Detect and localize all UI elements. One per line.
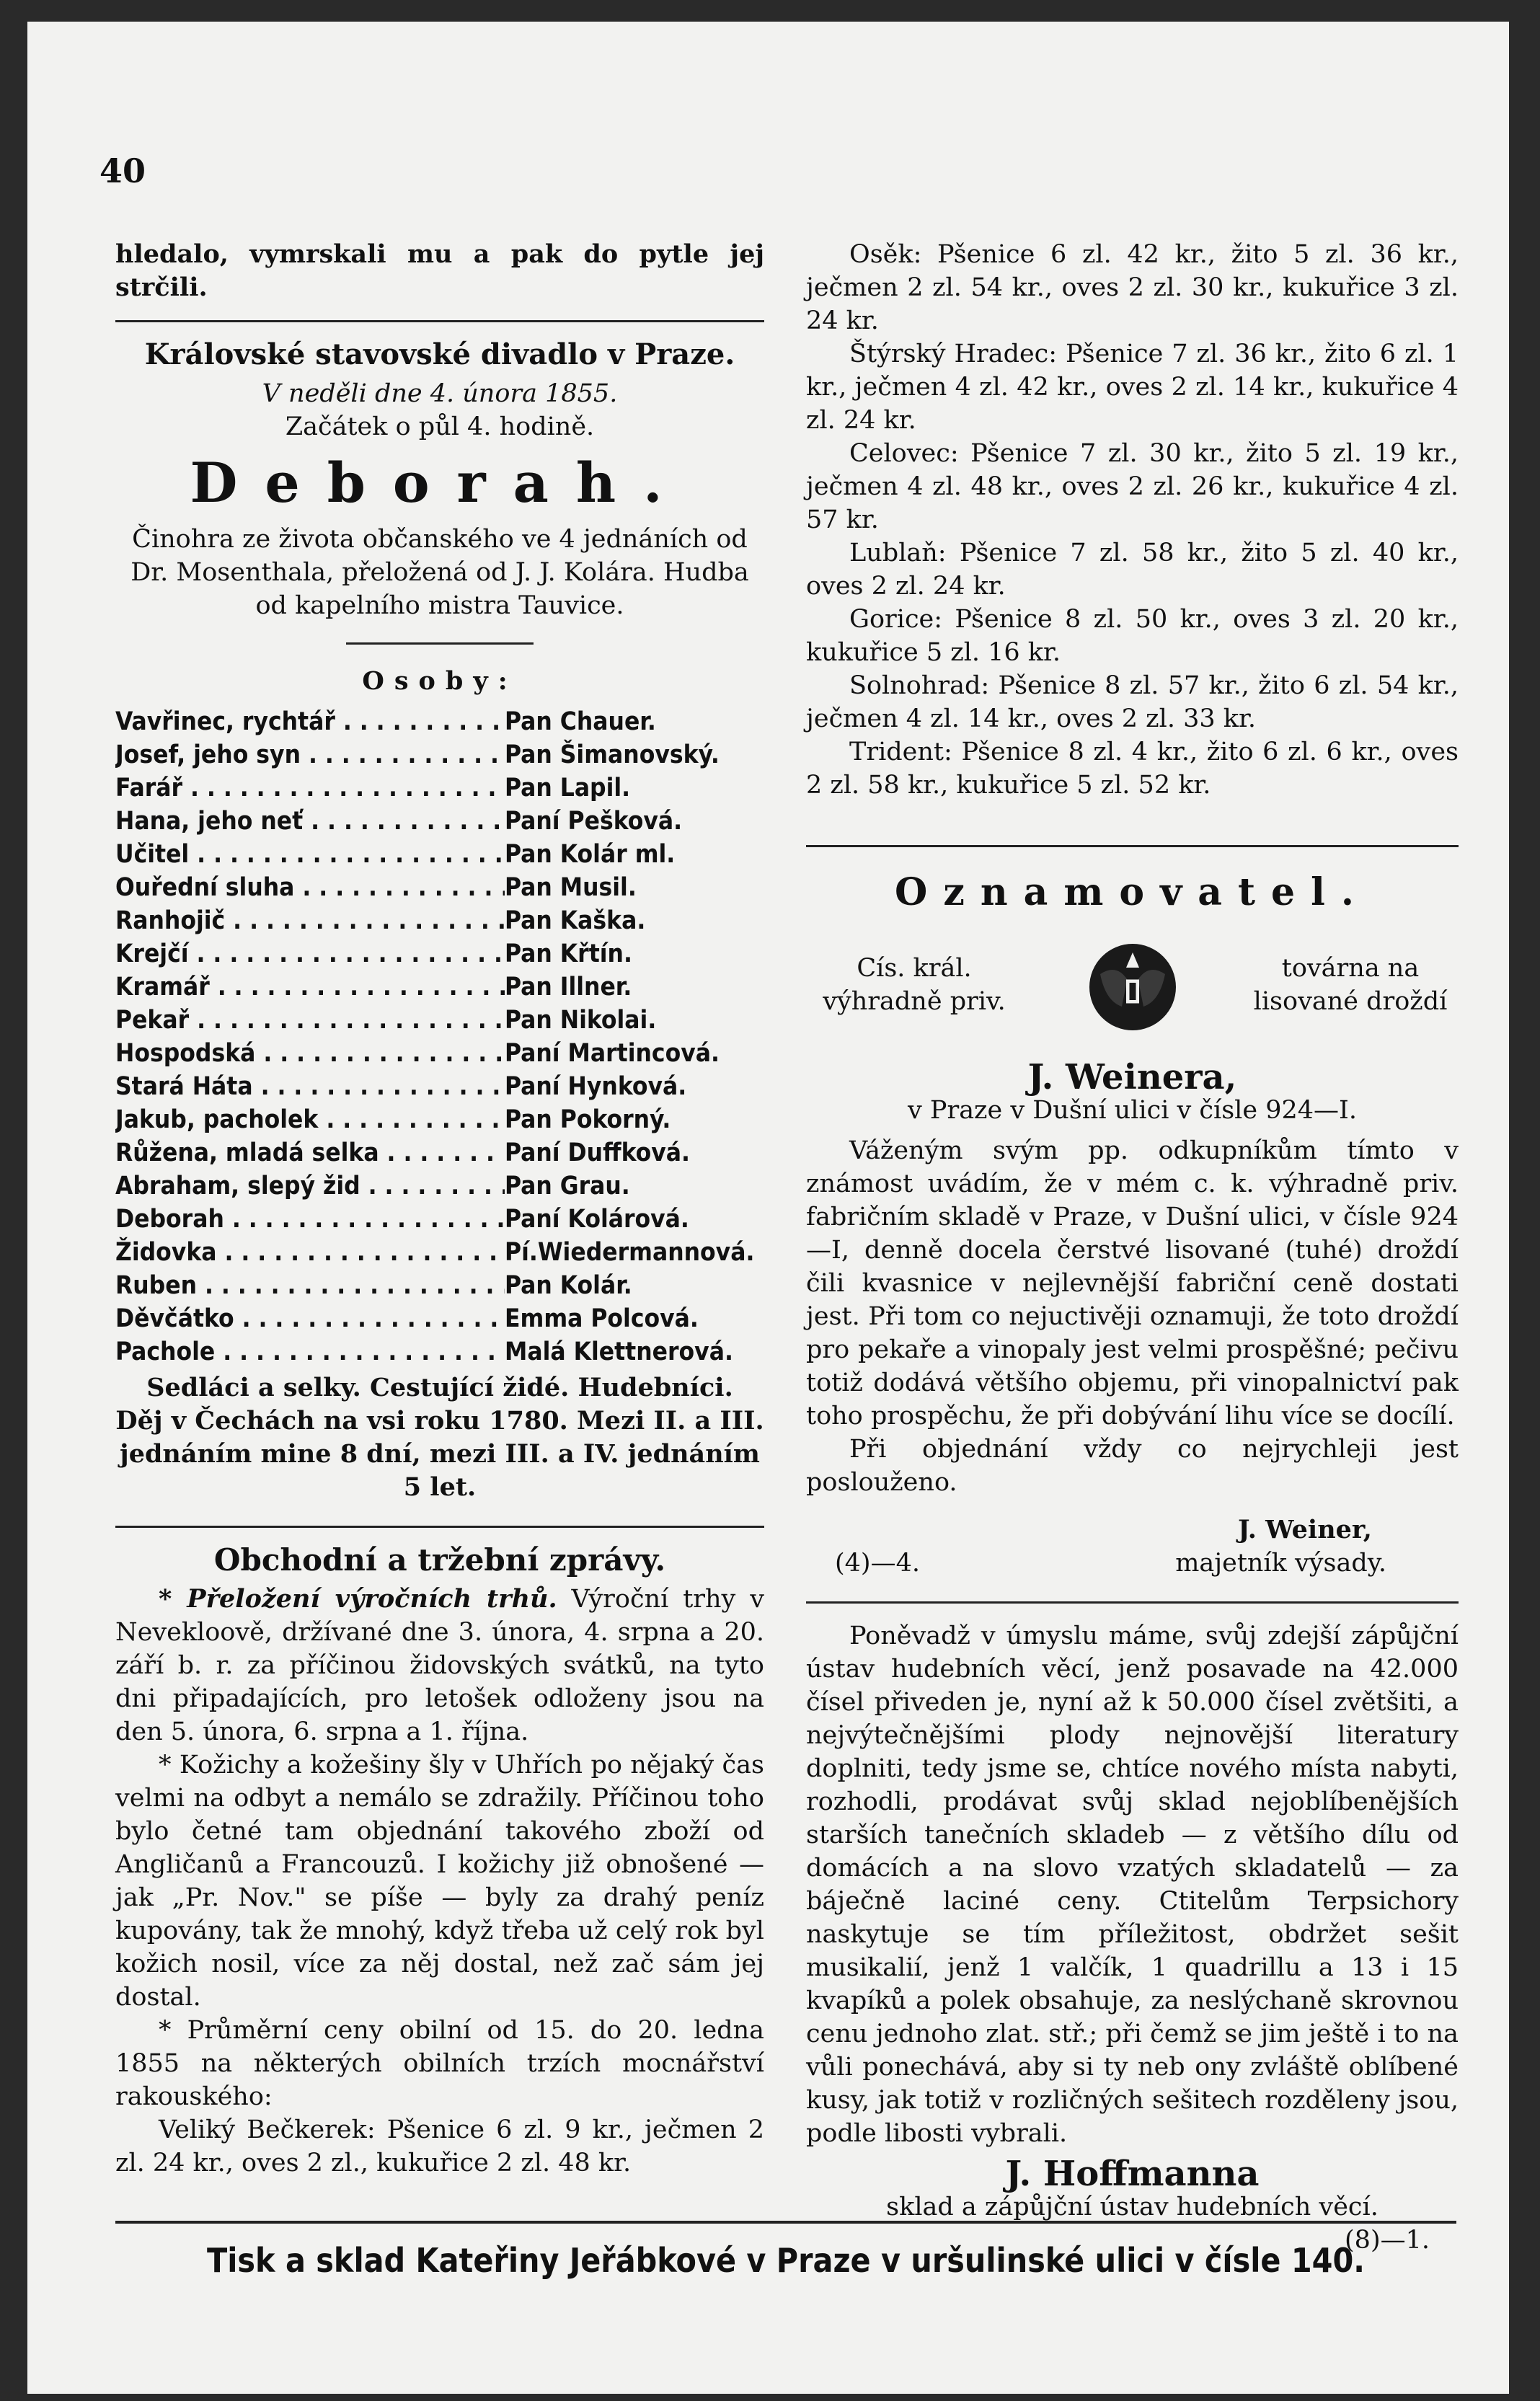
cast-row xyxy=(115,1037,764,1070)
ad-code: (4)—4. xyxy=(835,1549,920,1578)
cast-actor: Pí.Wiedermannová. xyxy=(505,1238,755,1267)
cast-row xyxy=(115,705,764,738)
cast-row xyxy=(115,871,764,904)
ad-body: Při objednání vždy co nejrychleji jest poslouženo. xyxy=(806,1435,1459,1497)
trade-heading: Obchodní a tržební zprávy. xyxy=(213,1542,666,1578)
cast-actor: Pan Pokorný. xyxy=(505,1105,671,1134)
cast-role: Farář . . . xyxy=(115,771,505,805)
cast-row xyxy=(115,1335,764,1368)
cast-row xyxy=(115,1169,764,1203)
trade-lead: * Přeložení výročních trhů. xyxy=(159,1584,557,1614)
trade-paragraph: * Průměrní ceny obilní od 15. do 20. ledna 1855 na některých obilních trzích mocnářství rakouského: xyxy=(115,2016,764,2111)
firm-subtitle: sklad a zápůjční ústav hudebních věcí. xyxy=(886,2193,1379,2221)
play-subtitle: Činohra ze života občanského ve 4 jednáních od Dr. Mosenthala, přeložená od J. J. Kolára. Hudba od kapelního mistra Tauvice. xyxy=(130,525,749,620)
divider xyxy=(115,1526,764,1528)
ad-right-text: továrna na lisované droždí xyxy=(1253,954,1448,1016)
cast-row xyxy=(115,1070,764,1103)
left-column xyxy=(115,238,764,2180)
cast-role: Židovka . . . xyxy=(115,1236,505,1269)
trade-paragraph: Veliký Bečkerek: Pšenice 6 zl. 9 kr., ječmen 2 zl. 24 kr., oves 2 zl., kukuřice 2 zl. 48 kr. xyxy=(115,2115,764,2177)
firm-address: v Praze v Dušní ulici v čísle 924—I. xyxy=(908,1096,1357,1125)
price-entry: Gorice: Pšenice 8 zl. 50 kr., oves 3 zl. 20 kr., kukuřice 5 zl. 16 kr. xyxy=(806,605,1459,667)
price-entry: Osěk: Pšenice 6 zl. 42 kr., žito 5 zl. 36 kr., ječmen 2 zl. 54 kr., oves 2 zl. 30 kr., kukuřice 3 zl. 24 kr. xyxy=(806,240,1459,335)
cast-row xyxy=(115,1103,764,1136)
cast-actor: Pan Musil. xyxy=(505,873,637,902)
cast-actor: Malá Klettnerová. xyxy=(505,1337,733,1366)
cast-role: Kramář . . . xyxy=(115,970,505,1004)
price-entry: Celovec: Pšenice 7 zl. 30 kr., žito 5 zl. 19 kr., ječmen 4 zl. 48 kr., oves 2 zl. 26 kr., kukuřice 4 zl. 57 kr. xyxy=(806,439,1459,534)
cast-list xyxy=(115,705,764,1368)
ad-body: Poněvadž v úmyslu máme, svůj zdejší zápůjční ústav hudebních věcí, jenž posavade na 42.000 čísel přiveden je, nyní až k 50.000 čísel zvětšiti, a nejvýtečnějšími plody nejnovější literatury doplniti, tedy jsme se, chtíce nového místa nabyti, rozhodli, prodávat svůj sklad nejoblíbenějších starších tanečních skladeb — z většího dílu od domácích a na slovo vzatých skladatelů — za báječně laciné ceny. Ctitelům Terpsichory naskytuje se tím příležitost, obdržet sešit musikalií, jenž 1 valčík, 1 quadrillu a 13 i 15 kvapíků a polek obsahuje, za neslýchaně skrovnou cenu jednoho zlat. stř.; při čemž se jim ještě i to na vůli ponechává, aby si ty neb ony zvláště oblíbené kusy, jak totiž v rozličných sešitech rozděleny jsou, podle libosti vybrali. xyxy=(806,1622,1459,2148)
cast-actor: Pan Kolár. xyxy=(505,1271,632,1300)
cast-actor: Pan Grau. xyxy=(505,1172,630,1200)
footer-rule xyxy=(115,2221,1456,2224)
cast-row xyxy=(115,1136,764,1169)
cast-row xyxy=(115,1236,764,1269)
cast-actor: Pan Křtín. xyxy=(505,939,632,968)
ad-heading: Oznamovatel. xyxy=(895,870,1370,914)
right-column xyxy=(806,238,1459,2257)
ad-code: (8)—1. xyxy=(1345,2226,1430,2255)
cast-heading: Osoby: xyxy=(362,666,518,696)
cast-row xyxy=(115,1302,764,1335)
cast-row xyxy=(115,937,764,970)
divider xyxy=(806,845,1459,847)
cast-role: Josef, jeho syn . . . xyxy=(115,738,505,771)
cast-actor: Paní Pešková. xyxy=(505,807,683,836)
cast-actor: Paní Duffková. xyxy=(505,1138,690,1167)
cast-actor: Pan Kaška. xyxy=(505,906,646,935)
cast-actor: Pan Šimanovský. xyxy=(505,740,720,769)
trade-paragraph: * Kožichy a kožešiny šly v Uhřích po nějaký čas velmi na odbyt a nemálo se zdražily. Příčinou toho bylo četné tam objednání takového zboží od Angličanů a Francouzů. I kožichy již obnošené — jak „Pr. Nov." se píše — byly za drahý peníz kupovány, tak že mnohý, když třeba už celý rok byl kožich nosil, více za něj dostal, než zač sám jej dostal. xyxy=(115,1751,764,2012)
cast-row xyxy=(115,838,764,871)
cast-row xyxy=(115,1004,764,1037)
cast-role: Děvčátko . . . xyxy=(115,1302,505,1335)
price-entry: Solnohrad: Pšenice 8 zl. 57 kr., žito 6 zl. 54 kr., ječmen 4 zl. 14 kr., oves 2 zl. 33 kr. xyxy=(806,671,1459,733)
cast-role: Jakub, pacholek . . . xyxy=(115,1103,505,1136)
cast-actor: Paní Hynková. xyxy=(505,1072,687,1101)
page-number: 40 xyxy=(99,151,146,190)
cast-role: Pachole . . . xyxy=(115,1335,505,1368)
cast-role: Deborah . . . xyxy=(115,1203,505,1236)
cast-actor: Emma Polcová. xyxy=(505,1304,699,1333)
extras-line: Sedláci a selky. Cestující židé. Hudebníci. xyxy=(146,1373,733,1402)
start-time: Začátek o půl 4. hodině. xyxy=(285,412,595,441)
firm-name: J. Hoffmanna xyxy=(1005,2154,1260,2194)
theatre-name: Královské stavovské divadlo v Praze. xyxy=(144,337,735,371)
cast-role: Abraham, slepý žid . . . xyxy=(115,1169,505,1203)
printer-imprint: Tisk a sklad Kateřiny Jeřábkové v Praze v uršulinské ulici v čísle 140. xyxy=(207,2241,1365,2280)
cast-row xyxy=(115,805,764,838)
cast-actor: Paní Martincová. xyxy=(505,1039,720,1068)
price-entry: Lublaň: Pšenice 7 zl. 58 kr., žito 5 zl. 40 kr., oves 2 zl. 24 kr. xyxy=(806,539,1459,601)
cast-role: Pekař . . . xyxy=(115,1004,505,1037)
cast-role: Vavřinec, rychtář . . . xyxy=(115,705,505,738)
setting-note: Děj v Čechách na vsi roku 1780. Mezi II. a III. jednáním mine 8 dní, mezi III. a IV. jednáním 5 let. xyxy=(115,1406,764,1502)
trade-text: Výroční trhy v Nevekloově, držívané dne 3. února, 4. srpna a 20. září b. r. za příčinou židovských svátků, na tyto dni připadajících, pro letošek odloženy jsou na den 5. února, 6. srpna a 1. října. xyxy=(115,1585,764,1746)
cast-actor: Pan Lapil. xyxy=(505,774,631,802)
divider xyxy=(115,320,764,322)
ad-left-text: Cís. král. výhradně priv. xyxy=(823,954,1006,1016)
cast-role: Ruben . . . xyxy=(115,1269,505,1302)
cast-row xyxy=(115,771,764,805)
play-title: Deborah. xyxy=(190,451,690,515)
cast-row xyxy=(115,904,764,937)
cast-actor: Pan Chauer. xyxy=(505,707,656,736)
cast-actor: Pan Illner. xyxy=(505,973,632,1001)
cast-role: Stará Háta . . . xyxy=(115,1070,505,1103)
trade-paragraph xyxy=(115,1583,764,1748)
ad-header-row xyxy=(806,931,1459,1039)
divider xyxy=(806,1601,1459,1604)
firm-name: J. Weinera, xyxy=(1027,1057,1237,1097)
cast-role: Ranhojič . . . xyxy=(115,904,505,937)
cast-row xyxy=(115,970,764,1004)
double-eagle-emblem-icon xyxy=(1079,931,1187,1039)
cast-actor: Pan Nikolai. xyxy=(505,1006,657,1035)
intro-text: hledalo, vymrskali mu a pak do pytle jej strčili. xyxy=(115,239,764,302)
cast-role: Ouřední sluha . . . xyxy=(115,871,505,904)
cast-actor: Pan Kolár ml. xyxy=(505,840,676,869)
cast-role: Učitel . . . xyxy=(115,838,505,871)
cast-row xyxy=(115,1269,764,1302)
cast-role: Růžena, mladá selka . . . xyxy=(115,1136,505,1169)
cast-role: Hana, jeho neť . . . xyxy=(115,805,505,838)
cast-row xyxy=(115,1203,764,1236)
price-entry: Trident: Pšenice 8 zl. 4 kr., žito 6 zl. 6 kr., oves 2 zl. 58 kr., kukuřice 5 zl. 52 kr. xyxy=(806,738,1459,800)
ad-sig-title: majetník výsady. xyxy=(1175,1549,1386,1578)
cast-role: Hospodská . . . xyxy=(115,1037,505,1070)
ad-body: Váženým svým pp. odkupníkům tímto v známost uvádím, že v mém c. k. výhradně priv. fabričním skladě v Praze, v Dušní ulici, v čísle 924—I, denně docela čerstvé lisované (tuhé) droždí čili kvasnice v nejlevnější fabriční ceně dostati jest. Při tom co nejuctivěji oznamuji, že toto droždí pro pekaře a vinopaly jest velmi prospěšné; pečivu totiž dodává většího objemu, při vinopalnictví pak toho prospěchu, že při dobývání lihu více se docílí. xyxy=(806,1136,1459,1431)
performance-date: V neděli dne 4. února 1855. xyxy=(262,379,618,408)
ad-sign-row xyxy=(806,1547,1459,1580)
divider xyxy=(346,642,534,645)
ad-signature: J. Weiner, xyxy=(1237,1515,1372,1544)
price-entry: Štýrský Hradec: Pšenice 7 zl. 36 kr., žito 6 zl. 1 kr., ječmen 4 zl. 42 kr., oves 2 zl. 14 kr., kukuřice 4 zl. 24 kr. xyxy=(806,340,1459,435)
cast-row xyxy=(115,738,764,771)
cast-role: Krejčí . . . xyxy=(115,937,505,970)
cast-actor: Paní Kolárová. xyxy=(505,1205,689,1234)
